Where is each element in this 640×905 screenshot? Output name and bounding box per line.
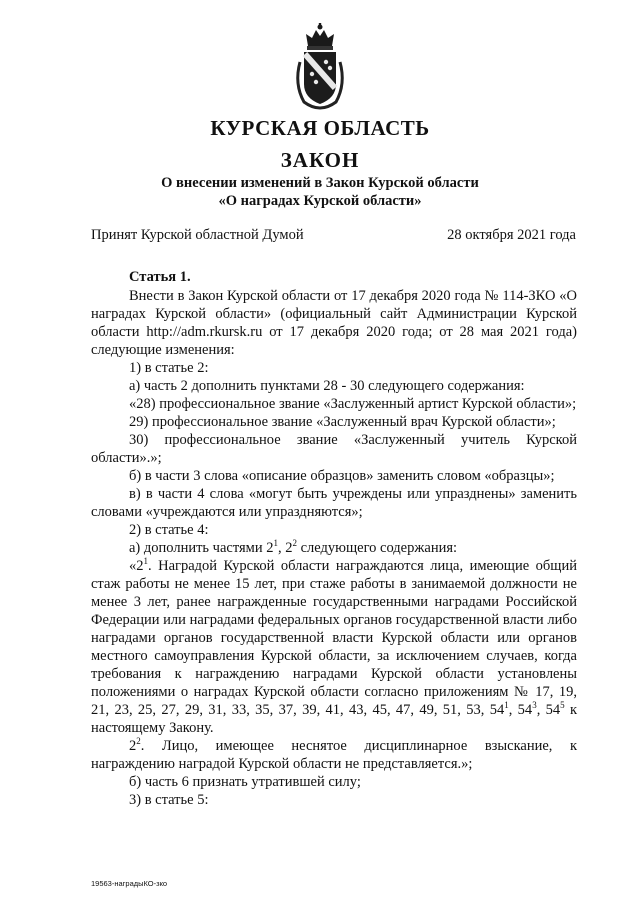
part-2-2: $2^2$. Лицо, имеющее неснятое дисциплинарное взыскание, к награждению наградой Курской области не представляется.»; bbox=[91, 736, 577, 772]
adopted-by: Принят Курской областной Думой bbox=[91, 227, 304, 243]
amendment-2v: в) в части 4 слова «могут быть учреждены или упразднены» заменить словами «учреждаются или упраздняются»; bbox=[91, 486, 577, 520]
amendment-article-5: 3) в статье 5: bbox=[129, 792, 209, 808]
kursk-coat-of-arms-icon bbox=[290, 22, 350, 112]
amendment-article-2: 1) в статье 2: bbox=[129, 360, 209, 376]
law-subtitle-line-2: «О наградах Курской области» bbox=[218, 193, 422, 209]
item-28: «28) профессиональное звание «Заслуженный артист Курской области»; bbox=[129, 396, 577, 412]
amendment-4a: а) дополнить частями $2^1$, $2^2$ следующего содержания: bbox=[129, 538, 458, 556]
law-subtitle-line-1: О внесении изменений в Закон Курской области bbox=[161, 175, 479, 191]
amendment-article-4: 2) в статье 4: bbox=[129, 522, 209, 538]
document-code: 19563-наградыКО-зко bbox=[91, 879, 168, 888]
law-body bbox=[91, 268, 577, 809]
adoption-line bbox=[91, 227, 576, 244]
amendment-4b: б) часть 6 признать утратившей силу; bbox=[129, 774, 361, 790]
amendment-2b: б) в части 3 слова «описание образцов» заменить словом «образцы»; bbox=[129, 468, 555, 484]
region-title: КУРСКАЯ ОБЛАСТЬ bbox=[210, 116, 430, 140]
item-30: 30) профессиональное звание «Заслуженный учитель Курской области».»; bbox=[91, 432, 577, 466]
document-type-title: ЗАКОН bbox=[280, 148, 360, 172]
adoption-date: 28 октября 2021 года bbox=[447, 227, 576, 243]
article-heading: Статья 1. bbox=[129, 269, 191, 285]
amendment-2a: а) часть 2 дополнить пунктами 28 - 30 следующего содержания: bbox=[129, 378, 525, 394]
item-29: 29) профессиональное звание «Заслуженный врач Курской области»; bbox=[129, 414, 556, 430]
part-2-1: «$2^1$. Наградой Курской области награждаются лица, имеющие общий стаж работы не менее 15 лет, при стаже работы в занимаемой должности не менее 3 лет, ранее награжденные государственными наградами Российской Федерации или наградами федеральных органов государственной власти либо наградами органов государственной власти Курской области или органов местного самоуправления Курской области, за исключением случаев, когда требования к награждению наградами Курской области установлены положениями о наградах Курской области согласно приложениям № 17, 19, 21, 23, 25, 27, 29, 31, 33, 35, 37, 39, 41, 43, 45, 47, 49, 51, 53, $54^1$, $54^3$, $54^5$ к настоящему Закону. bbox=[91, 556, 578, 736]
article-intro: Внести в Закон Курской области от 17 декабря 2020 года № 114-ЗКО «О наградах Курской области» (официальный сайт Администрации Курской области http://adm.rkursk.ru от 17 декабря 2020 года; от 28 мая 2021 года) следующие изменения: bbox=[91, 288, 577, 358]
